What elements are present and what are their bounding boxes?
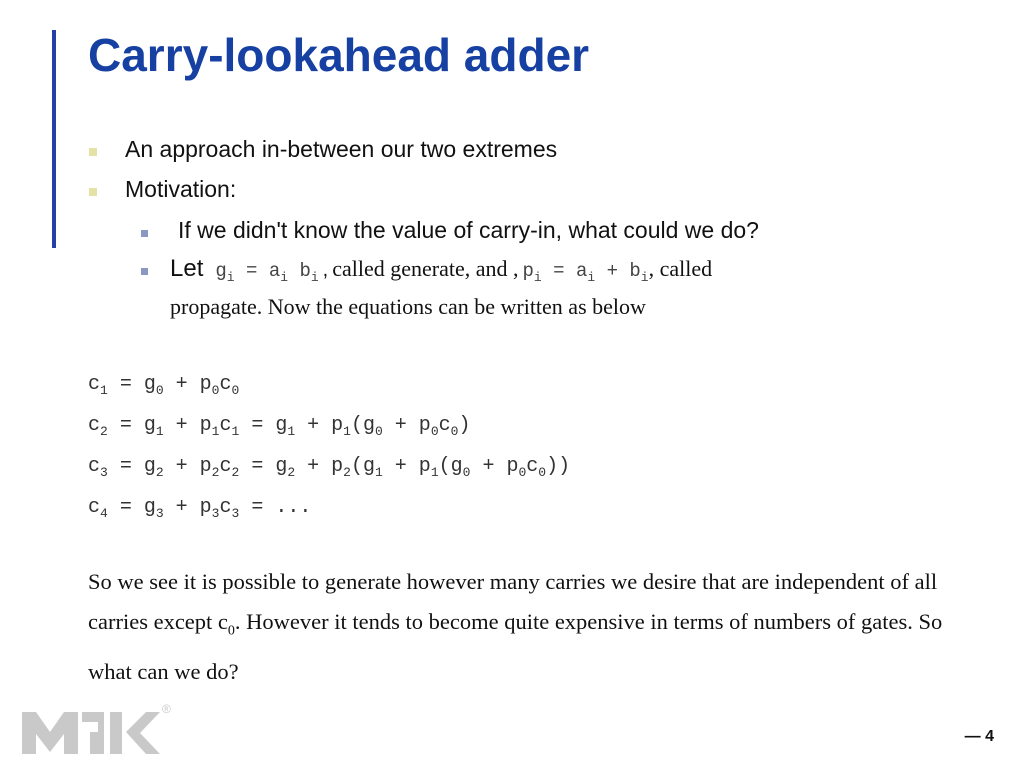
comma: , <box>322 259 329 281</box>
called-generate-text: called generate, and , <box>332 256 519 281</box>
sub-bullet-let <box>170 257 712 284</box>
sub-bullet-marker <box>141 268 148 275</box>
let-label: Let <box>170 255 204 282</box>
bullet-motivation: Motivation: <box>125 176 237 202</box>
mk-logo <box>22 702 182 763</box>
propagate-definition: $p_i = a_i + b_i$ <box>522 260 649 285</box>
equation-c1: $c_1 = g_0 + p_0c_0$ <box>88 373 240 398</box>
sub-bullet-marker <box>141 230 148 237</box>
equation-c2: $c_2 = g_1 + p_1c_1 = g_1 + p_1(g_0 + p_0c_0)$ <box>88 414 471 439</box>
generate-definition: $g_i = a_i$ $b_i$ <box>215 260 319 285</box>
bullet-approach: An approach in-between our two extremes <box>125 136 558 162</box>
equation-c3: $c_3 = g_2 + p_2c_2 = g_2 + p_2(g_1 + p_1(g_0 + p_0c_0))$ <box>88 455 571 480</box>
slide-title: Carry-lookahead adder <box>88 29 590 81</box>
propagate-text: propagate. Now the equations can be written as below <box>170 294 646 319</box>
sub-bullet-carry-in: If we didn't know the value of carry-in, what could we do? <box>178 217 759 243</box>
page-number: — 4 <box>964 728 994 745</box>
bullet-marker <box>89 148 97 156</box>
summary-paragraph: So we see it is possible to generate however many carries we desire that are independent of all carries except $c_0$. However it tends to become quite expensive in terms of numbers of gates. So what can we do? <box>88 569 943 684</box>
called-tail-text: , called <box>648 256 713 281</box>
registered-mark: ® <box>162 702 171 716</box>
accent-bar <box>52 30 56 248</box>
bullet-marker <box>89 188 97 196</box>
equation-c4: $c_4 = g_3 + p_3c_3$ = ... <box>88 496 312 521</box>
